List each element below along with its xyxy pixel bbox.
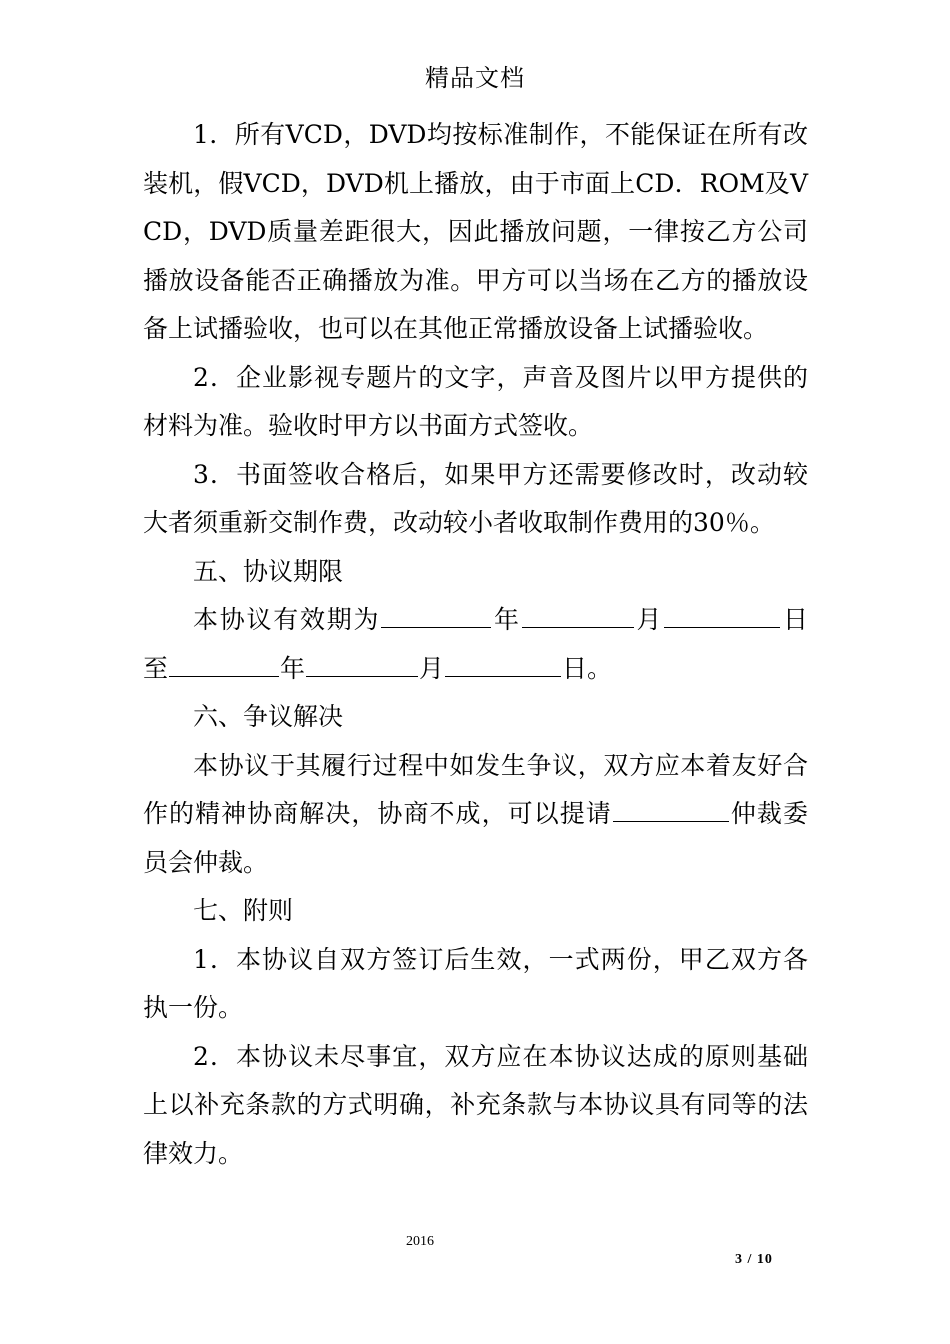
appendix-clause-2: 2．本协议未尽事宜，双方应在本协议达成的原则基础上以补充条款的方式明确，补充条款与本协议具有同等的法律效力。 bbox=[143, 1041, 808, 1168]
start-day-blank[interactable] bbox=[664, 602, 780, 628]
page-header-title: 精品文档 bbox=[425, 64, 525, 92]
document-body bbox=[143, 111, 808, 1178]
end-day-blank[interactable] bbox=[445, 651, 561, 677]
clause-3-revisions: 3．书面签收合格后，如果甲方还需要修改时，改动较大者须重新交制作费，改动较小者收取制作费用的30％。 bbox=[143, 459, 808, 537]
term-end-month-label: 月 bbox=[419, 653, 445, 683]
term-day-label: 日 bbox=[781, 605, 808, 634]
arbitration-committee-blank[interactable] bbox=[613, 796, 729, 822]
dispute-text-a: 本协议于其履行过程中如发生争议，双方应本着友好合作的精神协商解决，协商不成，可以提请 bbox=[143, 750, 808, 828]
section-5-title: 五、协议期限 bbox=[193, 556, 344, 586]
start-year-blank[interactable] bbox=[381, 602, 491, 628]
term-paragraph bbox=[143, 596, 808, 693]
section-6-title: 六、争议解决 bbox=[193, 702, 344, 731]
appendix-clause-1: 1．本协议自双方签订后生效，一式两份，甲乙双方各执一份。 bbox=[143, 944, 808, 1022]
end-year-blank[interactable] bbox=[169, 651, 279, 677]
dispute-paragraph bbox=[143, 742, 808, 888]
term-end-year-label: 年 bbox=[280, 653, 306, 683]
footer-year: 2016 bbox=[406, 1234, 434, 1249]
start-month-blank[interactable] bbox=[522, 602, 634, 628]
clause-1-playback: 1．所有VCD，DVD均按标准制作，不能保证在所有改装机，假VCD，DVD机上播放，由于市面上CD．ROM及VCD，DVD质量差距很大，因此播放问题，一律按乙方公司播放设备能否正确播放为准。甲方可以当场在乙方的播放设备上试播验收，也可以在其他正常播放设备上试播验收。 bbox=[143, 120, 808, 343]
term-year-label: 年 bbox=[492, 605, 521, 634]
page-number: 3 / 10 bbox=[735, 1252, 773, 1267]
term-month-label: 月 bbox=[634, 605, 664, 634]
term-to-label: 至 bbox=[143, 653, 169, 683]
dispute-text-b: 仲裁委员会仲裁。 bbox=[143, 799, 808, 877]
term-prefix: 本协议有效期为 bbox=[193, 605, 381, 634]
term-end-label: 日。 bbox=[562, 653, 613, 683]
section-7-title: 七、附则 bbox=[193, 896, 294, 925]
clause-2-materials: 2．企业影视专题片的文字，声音及图片以甲方提供的材料为准。验收时甲方以书面方式签收。 bbox=[143, 362, 808, 440]
end-month-blank[interactable] bbox=[306, 651, 418, 677]
